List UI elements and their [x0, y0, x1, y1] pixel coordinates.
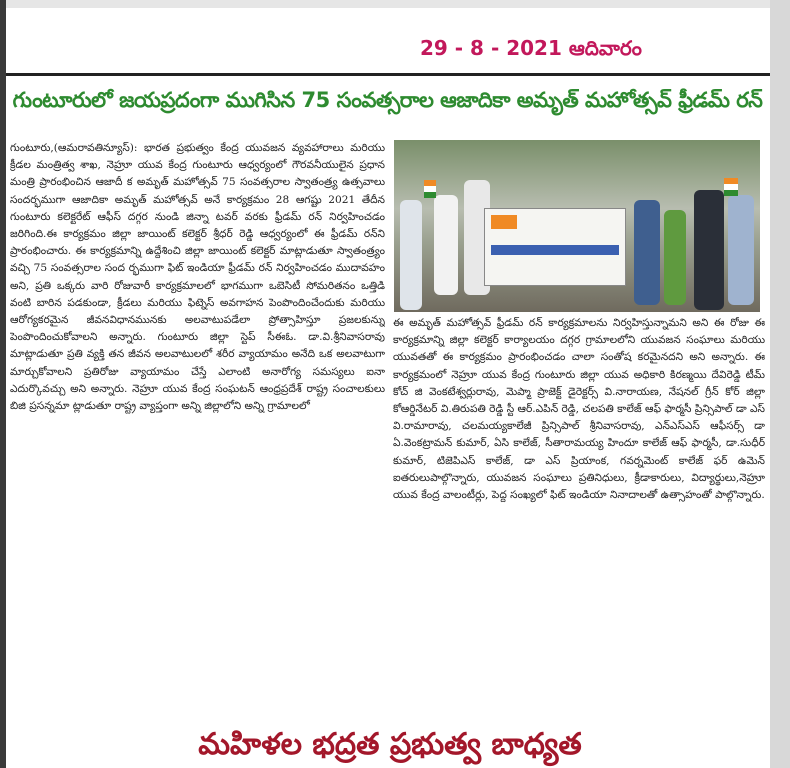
page-left-border — [0, 0, 6, 768]
photo-person — [664, 210, 686, 305]
banner-emblem-icon — [491, 215, 517, 229]
bottom-headline: మహిళల భద్రత ప్రభుత్వ బాధ్యత — [198, 727, 582, 762]
article-left-column: గుంటూరు,(ఆమరావతిన్యూస్): భారత ప్రభుత్వం కేంద్ర యువజన వ్యవహారాలు మరియు క్రీడల మంత్రిత్వ శాఖ, నెహ్రూ యువ కేంద్ర గుంటూరు ఆధ్వర్యంలో గౌరవనీయులైన ప్రధాన మంత్రి ప్రారంభించిన ఆజాదీ క అమృత్ మహోత్సవ్ 75 సంవత్సరాల స్వాతంత్ర్య ఉత్సవాలు సందర్భముగా ఆజాదికా అమృత్ మహోత్సవ్ అనే కార్యక్రమం 28 ఆగష్టు 2021 తేదీన గుంటూరు కలెక్టరేట్ ఆఫీస్ దగ్గర నుండి జిన్నా టవర్ వరకు ఫ్రీడమ్ రన్ నిర్వహించడం జరిగింది.ఈ కార్యక్రమం జిల్లా జాయింట్ కలెక్టర్ శ్రీధర్ రెడ్డి ఆధ్వర్యంలో ఈ ఫ్రీడమ్ రన్‌ని ప్రారంభించారు. ఈ కార్యక్రమాన్ని ఉద్దేశించి జిల్లా జాయింట్ కలెక్టర్ మాట్లాడుతూ స్వాతంత్ర్యం వచ్చి 75 సంవత్సరాల సంద ర్భముగా ఫిట్ ఇండియా ఫ్రీడమ్ రన్ నిర్వహించడం ముదావహం అని, ప్రతి ఒక్కరు వారి రోజువారీ కార్యక్రమాలలో భాగముగా ఒబెసిటీ సోమరితనం ఒత్తిడి వంటి బారిన పడకుండా, క్రీడలు మరియు ఫిట్నెస్ అవగాహన పెంపొందించేందుకు మరియు ఆరోగ్యకరమైన జీవనవిధానమునకు అలవాటుపడేలా ప్రోత్సాహిస్తూ ప్రజలకున్ను పెంపొందించుకోవాలని అన్నారు. గుంటూరు జిల్లా స్టెప్ సీఈఓ. డా.వి.శ్రీనివాసరావు మాట్లాడుతూ ప్రతి వ్యక్తి తన జీవన అలవాటులలో శరీర వ్యాయామం అనేది ఒక అలవాటుగా మార్చుకోవాలని ప్రతిరోజు వ్యాయామం చేస్తే ఎలాంటి అనారోగ్య సమస్యలు ఐనా ఎదుర్కొవచ్చు అని అన్నారు. నెహ్రూ యువ కేంద్ర సంఘటన్ ఆంధ్రప్రదేశ్ రాష్ట్ర సంచాలకులు బిజి ప్రసన్నమా ట్లాడుతూ రాష్ట్ర వ్యాప్తంగా అన్ని జిల్లాలోని అన్ని గ్రామాలలో — [10, 142, 385, 413]
headline-rule — [6, 73, 770, 76]
page-right-margin — [770, 0, 790, 768]
flag-icon — [724, 178, 738, 196]
banner-stripe — [491, 245, 619, 255]
photo-person — [434, 195, 458, 295]
flag-icon — [424, 180, 436, 198]
photo-person — [694, 190, 724, 310]
photo-person — [728, 195, 754, 305]
article-headline: గుంటూరులో జయప్రదంగా ముగిసిన 75 సంవత్సరాల ఆజాదికా అమృత్ మహోత్సవ్ ఫ్రీడమ్ రన్ — [12, 88, 763, 112]
photo-person — [634, 200, 660, 305]
dateline: 29 - 8 - 2021 ఆదివారం — [420, 36, 642, 60]
article-right-column: ఈ అమృత్ మహోత్సవ్ ఫ్రీడమ్ రన్ కార్యక్రమాలను నిర్వహిస్తున్నామని అని ఈ రోజు ఈ కార్యక్రమాన్ని జిల్లా కలెక్టర్ కార్యాలయం దగ్గర గ్రామాలలోని యువజన సంఘాలు మరియు యువతతో ఈ కార్యక్రమం ప్రారంభించడం చాలా సంతోష కరమైనదని అని అన్నారు. ఈ కార్యక్రమంలో నెహ్రూ యువ కేంద్ర గుంటూరు జిల్లా యువ అధికారి కిరణ్మయి దేవిరెడ్డి టీమ్ కోచ్ జి వెంకటేశ్వర్లురావు, మెప్మా ప్రాజెక్ట్ డైరెక్టర్స్ వి.నారాయణ, నేషనల్ గ్రీన్ కోర్ జిల్లా కోఆర్డినేటర్ వి.తిరుపతి రెడ్డి స్టీ ఆర్.ఎపిన్ రెడ్డి, చలపతి కాలేజ్ ఆఫ్ ఫార్మసీ ప్రిన్సిపాల్ డా ఎస్ వి.రామారావు, చలమయ్యకాలేజీ ప్రిన్సిపాల్ శ్రీనివాసరావు, ఎన్ఎస్ఎస్ ఆఫీసర్స్ డా ఏ.వెంకట్రామన్ కుమార్, ఏసి కాలేజ్, సీతారామయ్య హిందూ కాలేజ్ ఆఫ్ ఫార్మసీ, డా.సుధీర్ కుమార్, టిజెపిఎస్ కాలేజ్, డా ఎస్ ప్రియాంక, గవర్నమెంట్ కాలేజ్ ఫర్ ఉమెన్ ఐతరులుపాల్గొన్నారు, యువజన సంఘాలు ప్రతినిధులు, క్రీడాకారులు, విద్యార్థులు,నెహ్రూ యువ కేంద్ర వాలంటీర్లు, పెద్ద సంఖ్యలో ఫిట్ ఇండియా నినాదాలతో ఉత్సాహంతో పాల్గొన్నారు. — [393, 317, 765, 502]
photo-banner — [484, 208, 626, 286]
photo-person — [400, 200, 422, 310]
page-top-band — [0, 0, 790, 8]
